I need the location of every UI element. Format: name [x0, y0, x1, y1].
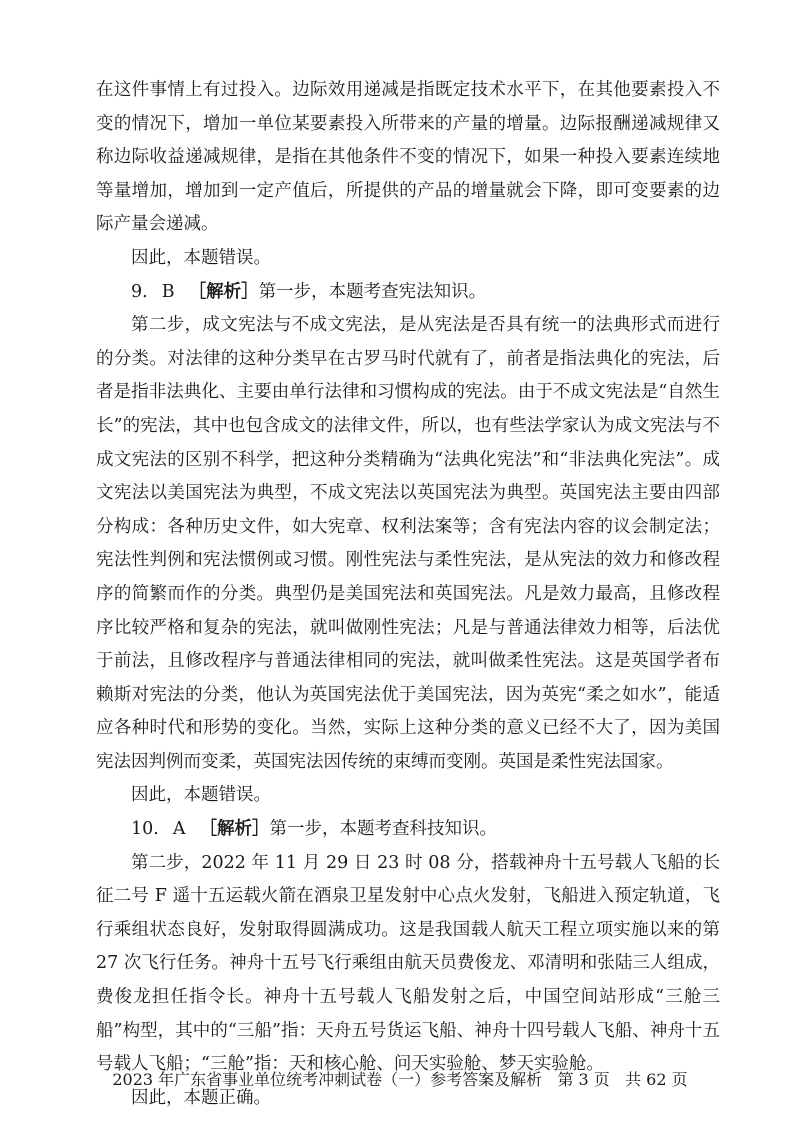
answer-letter: B — [161, 281, 175, 302]
conclusion-q9: 因此，本题错误。 — [131, 785, 271, 806]
answer-letter: A — [172, 819, 186, 840]
paragraph-constitution: 第二步，成文宪法与不成文宪法，是从宪法是否具有统一的法典形式而进行的分类。对法律的这种分类早在古罗马时代就有了，前者是指法典化的宪法，后者是指非法典化、主要由单行法律和习惯构成的宪法。由于不成文宪法是“自然生长”的宪法，其中也包含成文的法律文件，所以，也有些法学家认为成文宪法与不成文宪法的区别不科学，把这种分类精确为“法典化宪法”和“非法典化宪法”。成文宪法以美国宪法为典型，不成文宪法以英国宪法为典型。英国宪法主要由四部分构成：各种历史文件，如大宪章、权利法案等；含有宪法内容的议会制定法；宪法性判例和宪法惯例或习惯。刚性宪法与柔性宪法，是从宪法的效力和修改程序的简繁而作的分类。典型仍是美国宪法和英国宪法。凡是效力最高，且修改程序比较严格和复杂的宪法，就叫做刚性宪法；凡是与普通法律效力相等，后法优于前法，且修改程序与普通法律相同的宪法，就叫做柔性宪法。这是英国学者布赖斯对宪法的分类，他认为英国宪法优于美国宪法，因为英宪“柔之如水”，能适应各种时代和形势的变化。当然，实际上这种分类的意义已经不大了，因为美国宪法因判例而变柔，英国宪法因传统的束缚而变刚。英国是柔性宪法国家。 — [96, 315, 720, 772]
analysis-label: ［解析］ — [199, 819, 270, 840]
answer-analysis-body — [96, 74, 720, 1115]
conclusion-q10: 因此，本题正确。 — [131, 1087, 271, 1108]
conclusion-q8: 因此，本题错误。 — [131, 247, 271, 268]
paragraph-shenzhou: 第二步，2022 年 11 月 29 日 23 时 08 分，搭载神舟十五号载人飞船的长征二号 F 遥十五运载火箭在酒泉卫星发射中心点火发射，飞船进入预定轨道，飞行乘组状态良好，发射取得圆满成功。这是我国载人航天工程立项实施以来的第 27 次飞行任务。神舟十五号飞行乘组由航天员费俊龙、邓清明和张陆三人组成，费俊龙担任指令长。神舟十五号载人飞船发射之后，中国空间站形成“三舱三船”构型，其中的“三船”指：天舟五号货运飞船、神舟十四号载人飞船、神舟十五号载人飞船；“三舱”指：天和核心舱、问天实验舱、梦天实验舱。 — [96, 852, 720, 1075]
question-number: 9. — [131, 281, 148, 302]
paragraph-marginal-returns: 在这件事情上有过投入。边际效用递减是指既定技术水平下，在其他要素投入不变的情况下，增加一单位某要素投入所带来的产量的增量。边际报酬递减规律又称边际收益递减规律，是指在其他条件不变的情况下，如果一种投入要素连续地等量增加，增加到一定产值后，所提供的产品的增量就会下降，即可变要素的边际产量会递减。 — [96, 80, 720, 235]
page-footer — [0, 1068, 800, 1092]
analysis-label: ［解析］ — [188, 281, 259, 302]
question-10-header — [96, 813, 720, 847]
footer-page-number: 第 3 页 — [557, 1070, 610, 1089]
question-number: 10. — [131, 819, 159, 840]
step-one-text: 第一步，本题考查宪法知识。 — [258, 281, 487, 302]
step-one-text: 第一步，本题考查科技知识。 — [269, 819, 497, 840]
footer-total-pages: 共 62 页 — [625, 1070, 688, 1089]
footer-title: 2023 年广东省事业单位统考冲刺试卷（一）参考答案及解析 — [112, 1070, 543, 1089]
question-9-header — [96, 276, 720, 310]
